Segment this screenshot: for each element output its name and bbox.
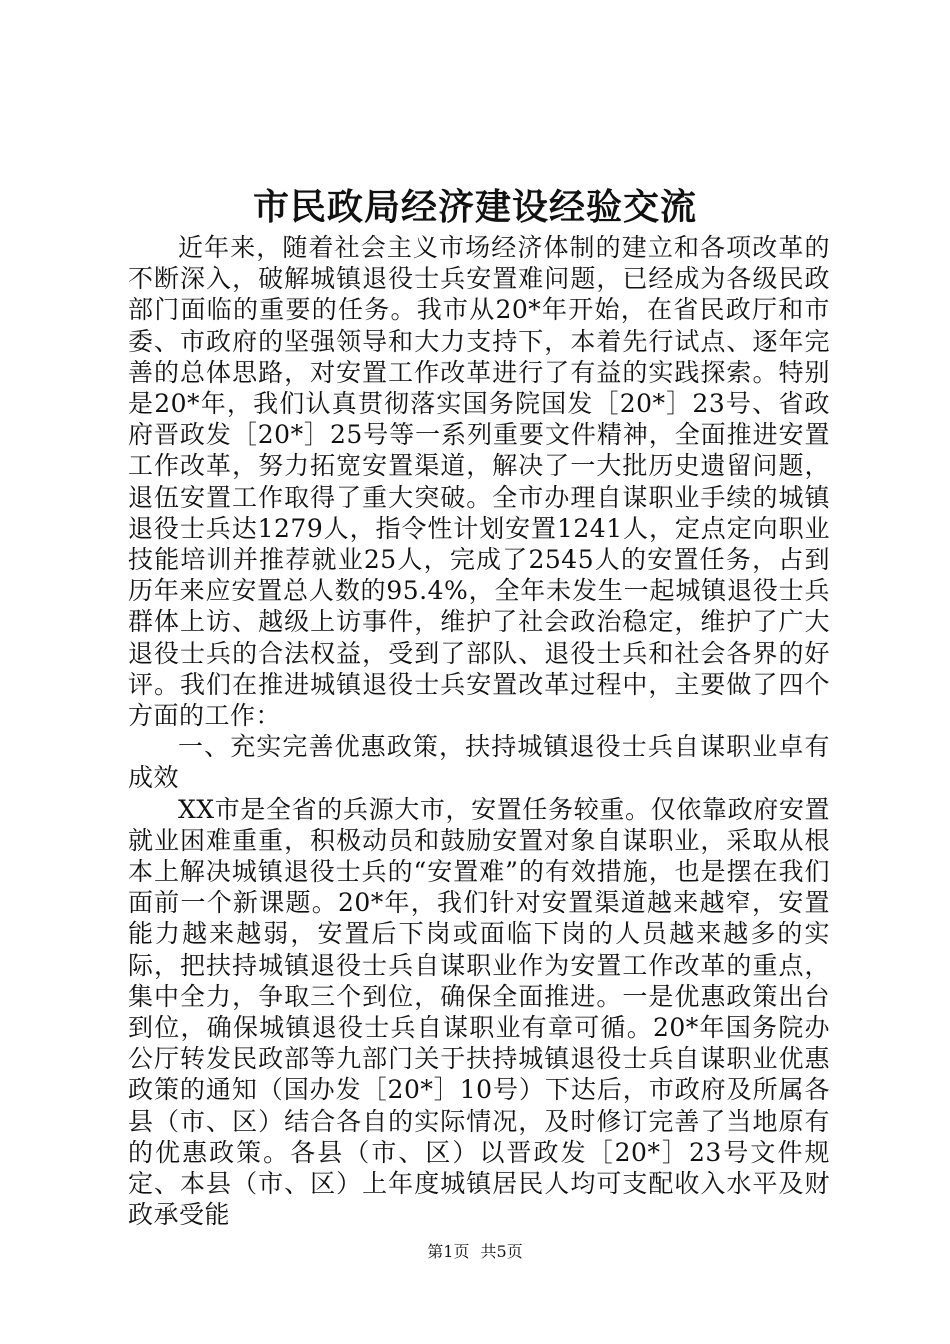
page-total: 共5页 (480, 1242, 523, 1261)
document-body (128, 232, 830, 1231)
paragraph-heading-one: 一、充实完善优惠政策，扶持城镇退役士兵自谋职业卓有成效 (128, 732, 830, 793)
paragraph-section-one: XX市是全省的兵源大市，安置任务较重。仅依靠政府安置就业困难重重，积极动员和鼓励安置对象自谋职业，采取从根本上解决城镇退役士兵的“安置难”的有效措施，也是摆在我们面前一个新课题。20*年，我们针对安置渠道越来越窄，安置能力越来越弱，安置后下岗或面临下岗的人员越来越多的实际，把扶持城镇退役士兵自谋职业作为安置工作改革的重点，集中全力，争取三个到位，确保全面推进。一是优惠政策出台到位，确保城镇退役士兵自谋职业有章可循。20*年国务院办公厅转发民政部等九部门关于扶持城镇退役士兵自谋职业优惠政策的通知（国办发［20*］10号）下达后，市政府及所属各县（市、区）结合各自的实际情况，及时修订完善了当地原有的优惠政策。各县（市、区）以晋政发［20*］23号文件规定、本县（市、区）上年度城镇居民人均可支配收入水平及财政承受能 (128, 794, 830, 1230)
page-number: 第1页 (427, 1242, 470, 1261)
page-footer (0, 1242, 950, 1262)
document-title: 市民政局经济建设经验交流 (252, 186, 697, 228)
paragraph-intro: 近年来，随着社会主义市场经济体制的建立和各项改革的不断深入，破解城镇退役士兵安置难问题，已经成为各级民政部门面临的重要的任务。我市从20*年开始，在省民政厅和市委、市政府的坚强领导和大力支持下，本着先行试点、逐年完善的总体思路，对安置工作改革进行了有益的实践探索。特别是20*年，我们认真贯彻落实国务院国发［20*］23号、省政府晋政发［20*］25号等一系列重要文件精神，全面推进安置工作改革，努力拓宽安置渠道，解决了一大批历史遗留问题，退伍安置工作取得了重大突破。全市办理自谋职业手续的城镇退役士兵达1279人，指令性计划安置1241人，定点定向职业技能培训并推荐就业25人，完成了2545人的安置任务，占到历年来应安置总人数的95.4%，全年未发生一起城镇退役士兵群体上访、越级上访事件，维护了社会政治稳定，维护了广大退役士兵的合法权益，受到了部队、退役士兵和社会各界的好评。我们在推进城镇退役士兵安置改革过程中，主要做了四个方面的工作： (128, 233, 830, 731)
